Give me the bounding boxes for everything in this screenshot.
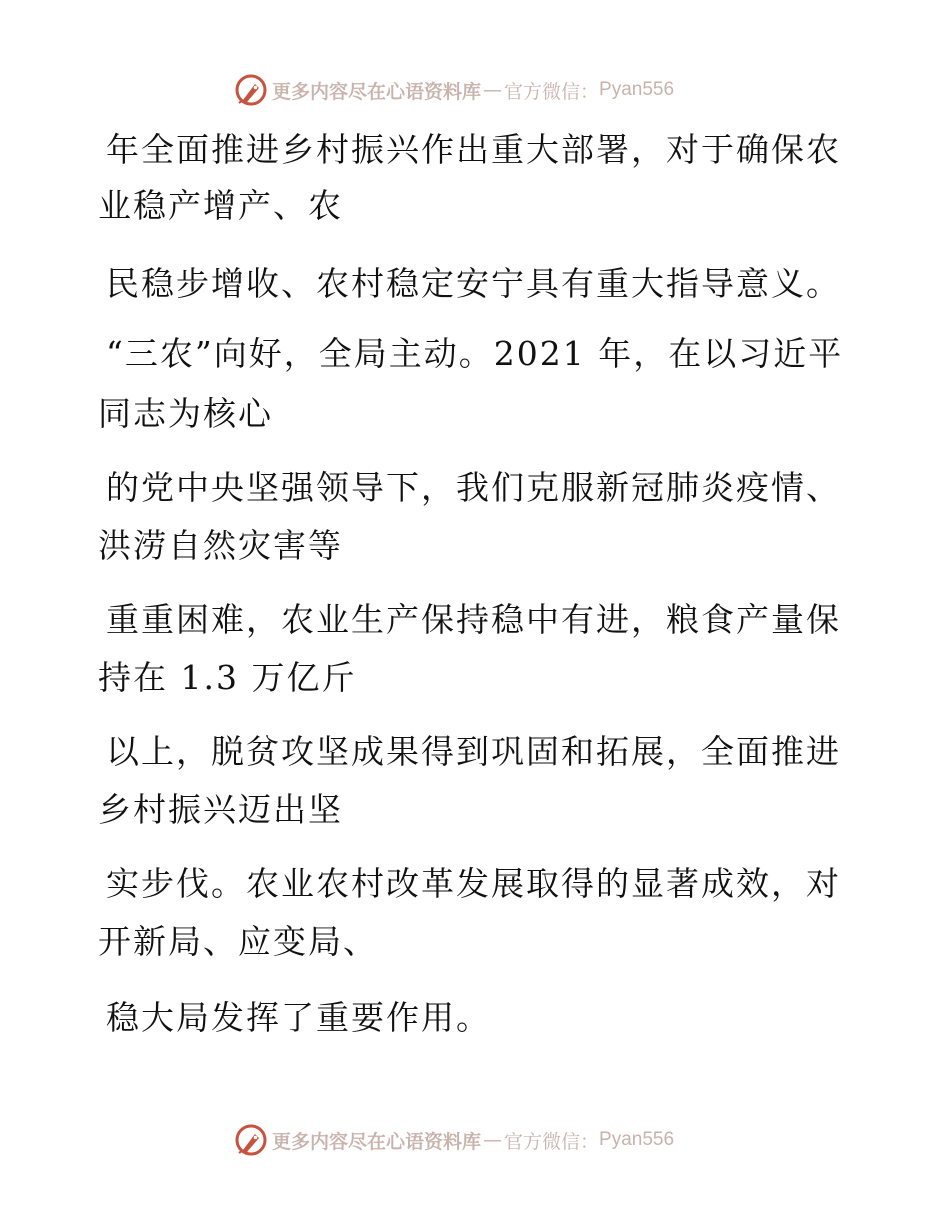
pen-nib-logo-icon — [234, 73, 268, 107]
text-line: 乡村振兴迈出坚 — [98, 790, 343, 829]
text-line: 年全面推进乡村振兴作出重大部署，对于确保农 — [106, 130, 841, 169]
watermark-contact-id: Pyan556 — [599, 1129, 675, 1150]
text-line: 业稳产增产、农 — [98, 186, 343, 225]
text-line: 稳大局发挥了重要作用。 — [106, 998, 491, 1037]
watermark-contact-label: 官方微信： — [504, 1130, 600, 1153]
text-line: “三农”向好，全局主动。2021 年，在以习近平 — [106, 334, 844, 373]
text-line: 同志为核心 — [98, 394, 273, 433]
header-watermark — [234, 72, 674, 108]
footer-watermark — [234, 1122, 674, 1158]
text-line: 持在 1.3 万亿斤 — [98, 658, 357, 697]
watermark-dash: — — [483, 1129, 503, 1151]
watermark-dash: — — [483, 79, 503, 101]
text-line: 民稳步增收、农村稳定安宁具有重大指导意义。 — [106, 264, 841, 303]
text-line: 洪涝自然灾害等 — [98, 526, 343, 565]
watermark-site-text: 更多内容尽在心语资料库 — [272, 80, 482, 103]
text-line: 以上，脱贫攻坚成果得到巩固和拓展，全面推进 — [106, 732, 841, 771]
text-line: 重重困难，农业生产保持稳中有进，粮食产量保 — [106, 600, 841, 639]
watermark-site-text: 更多内容尽在心语资料库 — [272, 1130, 482, 1153]
watermark-contact-label: 官方微信： — [504, 80, 600, 103]
text-line: 开新局、应变局、 — [98, 922, 378, 961]
watermark-contact-id: Pyan556 — [599, 79, 675, 100]
pen-nib-logo-icon — [234, 1123, 268, 1157]
text-line: 的党中央坚强领导下，我们克服新冠肺炎疫情、 — [106, 468, 841, 507]
text-line: 实步伐。农业农村改革发展取得的显著成效，对 — [106, 864, 841, 903]
